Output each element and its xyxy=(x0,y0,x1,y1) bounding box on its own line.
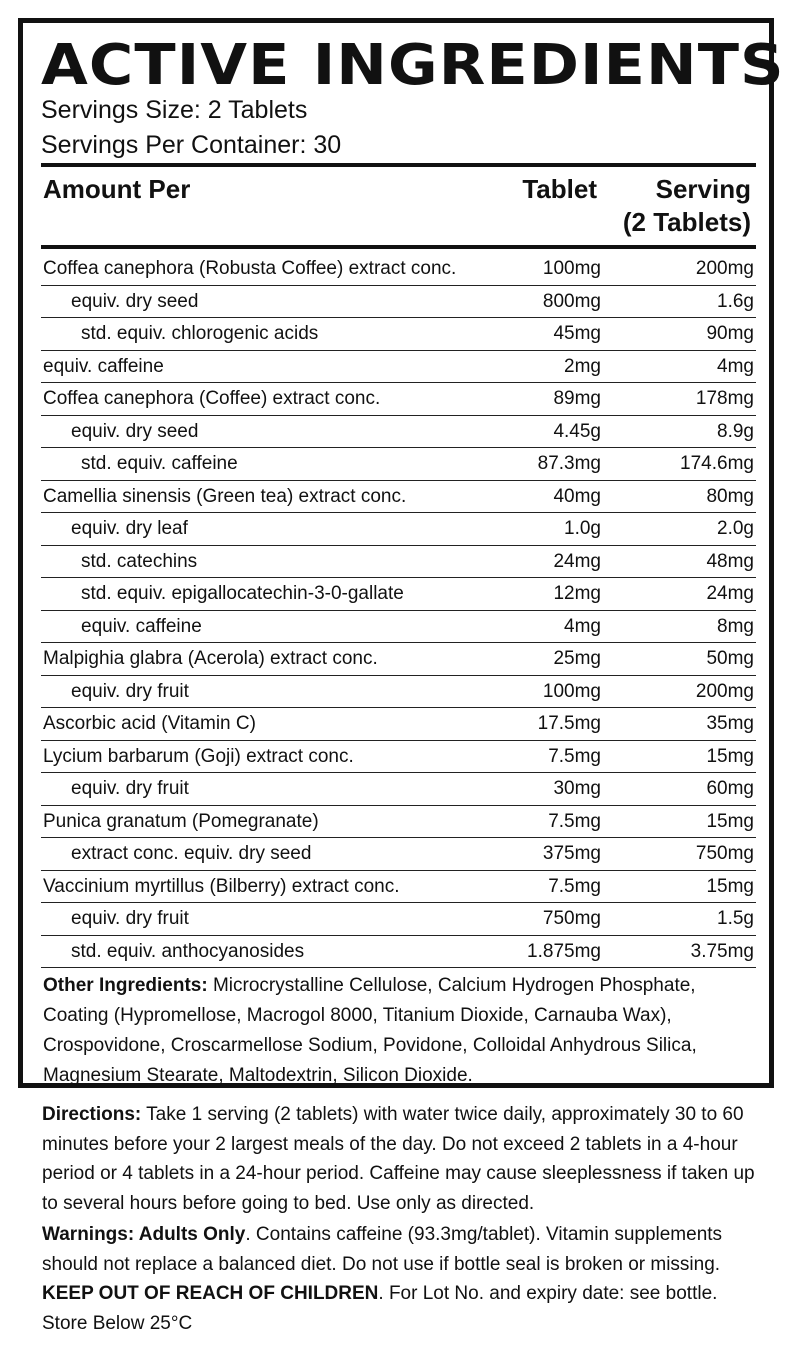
row-name: Ascorbic acid (Vitamin C) xyxy=(43,713,256,734)
row-name: equiv. dry fruit xyxy=(71,778,189,799)
row-name: Punica granatum (Pomegranate) xyxy=(43,810,319,832)
active-ingredients-panel xyxy=(18,18,785,1088)
row-name: equiv. dry fruit xyxy=(71,680,189,702)
row-tablet: 1.0g xyxy=(564,518,601,539)
table-row xyxy=(41,286,756,319)
header-serving-line1: Serving xyxy=(655,174,751,204)
directions-label: Directions: xyxy=(42,1104,142,1125)
row-tablet: 45mg xyxy=(553,323,601,344)
warnings xyxy=(42,1220,762,1338)
row-tablet: 7.5mg xyxy=(548,745,601,767)
row-name: std. equiv. chlorogenic acids xyxy=(81,323,319,344)
row-serving: 178mg xyxy=(695,388,754,409)
row-serving: 90mg xyxy=(706,323,754,344)
header-serving-line2: (2 Tablets) xyxy=(622,207,751,237)
row-name: Coffea canephora (Robusta Coffee) extract conc. xyxy=(43,258,457,279)
header-serving xyxy=(623,173,751,239)
other-ingredients-label: Other Ingredients: xyxy=(43,975,208,996)
table-row xyxy=(41,676,756,709)
row-name: extract conc. equiv. dry seed xyxy=(71,843,312,864)
row-tablet: 750mg xyxy=(542,908,601,929)
table-row xyxy=(41,611,756,644)
row-serving: 4mg xyxy=(717,355,754,377)
row-tablet: 100mg xyxy=(542,258,601,279)
table-row xyxy=(41,806,756,839)
table-row xyxy=(41,578,756,611)
row-serving: 8.9g xyxy=(717,420,754,442)
keep-out-of-reach: KEEP OUT OF REACH OF CHILDREN xyxy=(42,1283,379,1304)
header-divider-top xyxy=(41,163,756,167)
row-serving: 24mg xyxy=(706,583,754,604)
directions-text: Take 1 serving (2 tablets) with water twice daily, approximately 30 to 60 minutes before your 2 largest meals of the day. Do not exceed 2 tablets in a 4-hour period or 4 tablets in a 24-hour period. Caffeine may cause sleeplessness if taken up to several hours before going to bed. Use only as directed. xyxy=(42,1104,755,1214)
warnings-text-1: . Contains caffeine (93.3mg/tablet). Vitamin supplements should not replace a balanced diet. Do not use if bottle seal is broken or missing. xyxy=(42,1224,723,1275)
servings-size: Servings Size: 2 Tablets xyxy=(41,96,308,124)
row-serving: 174.6mg xyxy=(680,453,754,474)
row-name: Vaccinium myrtillus (Bilberry) extract conc. xyxy=(43,875,400,897)
row-serving: 200mg xyxy=(695,258,754,279)
table-row xyxy=(41,708,756,741)
servings-per-container: Servings Per Container: 30 xyxy=(41,131,342,159)
row-serving: 48mg xyxy=(706,550,754,572)
row-name: equiv. dry seed xyxy=(71,290,199,312)
row-name: std. catechins xyxy=(81,550,198,572)
row-name: Camellia sinensis (Green tea) extract conc. xyxy=(43,485,407,507)
row-serving: 50mg xyxy=(706,648,754,669)
table-row xyxy=(41,448,756,481)
row-name: std. equiv. anthocyanosides xyxy=(71,940,305,962)
row-tablet: 12mg xyxy=(553,583,601,604)
row-tablet: 40mg xyxy=(553,485,601,507)
page-title: ACTIVE INGREDIENTS xyxy=(41,33,785,98)
table-row xyxy=(41,416,756,449)
row-serving: 1.5g xyxy=(717,908,754,929)
row-name: std. equiv. caffeine xyxy=(81,453,238,474)
row-serving: 1.6g xyxy=(717,290,754,312)
row-tablet: 25mg xyxy=(553,648,601,669)
table-row xyxy=(41,773,756,806)
row-tablet: 1.875mg xyxy=(527,940,601,962)
row-serving: 15mg xyxy=(706,810,754,832)
row-serving: 750mg xyxy=(695,843,754,864)
row-tablet: 89mg xyxy=(553,388,601,409)
row-tablet: 7.5mg xyxy=(548,875,601,897)
row-tablet: 87.3mg xyxy=(537,453,601,474)
table-row xyxy=(41,546,756,579)
directions xyxy=(42,1100,762,1218)
row-tablet: 100mg xyxy=(542,680,601,702)
row-name: equiv. caffeine xyxy=(81,615,202,637)
table-row xyxy=(41,383,756,416)
row-name: equiv. dry seed xyxy=(71,420,199,442)
table-row xyxy=(41,318,756,351)
other-ingredients-text: Microcrystalline Cellulose, Calcium Hydrogen Phosphate, Coating (Hypromellose, Macrogol 8000, Titanium Dioxide, Carnauba Wax), Crospovidone, Croscarmellose Sodium, Povidone, Colloidal Anhydrous Silica, Magnesium Stearate, Maltodextrin, Silicon Dioxide. xyxy=(43,975,697,1086)
table-row xyxy=(41,903,756,936)
row-tablet: 4.45g xyxy=(553,420,601,442)
table-row xyxy=(41,513,756,546)
warnings-text-2: . For Lot No. and expiry date: see bottle. Store Below 25°C xyxy=(42,1283,718,1334)
row-name: Malpighia glabra (Acerola) extract conc. xyxy=(43,648,378,669)
table-row xyxy=(41,351,756,384)
header-amount-per: Amount Per xyxy=(43,174,191,204)
table-row xyxy=(41,838,756,871)
row-tablet: 375mg xyxy=(542,843,601,864)
row-serving: 8mg xyxy=(717,615,754,637)
row-serving: 80mg xyxy=(706,485,754,507)
row-name: Lycium barbarum (Goji) extract conc. xyxy=(43,745,354,767)
table-row xyxy=(41,741,756,774)
row-serving: 35mg xyxy=(706,713,754,734)
row-tablet: 30mg xyxy=(553,778,601,799)
row-serving: 3.75mg xyxy=(690,940,754,962)
header-tablet: Tablet xyxy=(522,174,597,204)
row-tablet: 24mg xyxy=(553,550,601,572)
row-tablet: 4mg xyxy=(564,615,601,637)
row-name: equiv. dry leaf xyxy=(71,518,188,539)
row-tablet: 17.5mg xyxy=(537,713,601,734)
row-serving: 15mg xyxy=(706,875,754,897)
row-name: equiv. dry fruit xyxy=(71,908,189,929)
row-serving: 2.0g xyxy=(717,518,754,539)
row-tablet: 800mg xyxy=(542,290,601,312)
row-tablet: 7.5mg xyxy=(548,810,601,832)
table-row xyxy=(41,936,756,969)
table-row xyxy=(41,871,756,904)
other-ingredients xyxy=(43,971,763,1091)
table-row xyxy=(41,481,756,514)
row-serving: 15mg xyxy=(706,745,754,767)
table-row xyxy=(41,643,756,676)
row-name: Coffea canephora (Coffee) extract conc. xyxy=(43,388,381,409)
warnings-label: Warnings: Adults Only xyxy=(42,1224,246,1245)
row-serving: 200mg xyxy=(695,680,754,702)
header-divider-bottom xyxy=(41,245,756,249)
row-name: equiv. caffeine xyxy=(43,355,164,377)
row-name: std. equiv. epigallocatechin-3-0-gallate xyxy=(81,583,404,604)
row-tablet: 2mg xyxy=(564,355,601,377)
ingredients-table xyxy=(41,253,756,968)
row-serving: 60mg xyxy=(706,778,754,799)
table-row xyxy=(41,253,756,286)
